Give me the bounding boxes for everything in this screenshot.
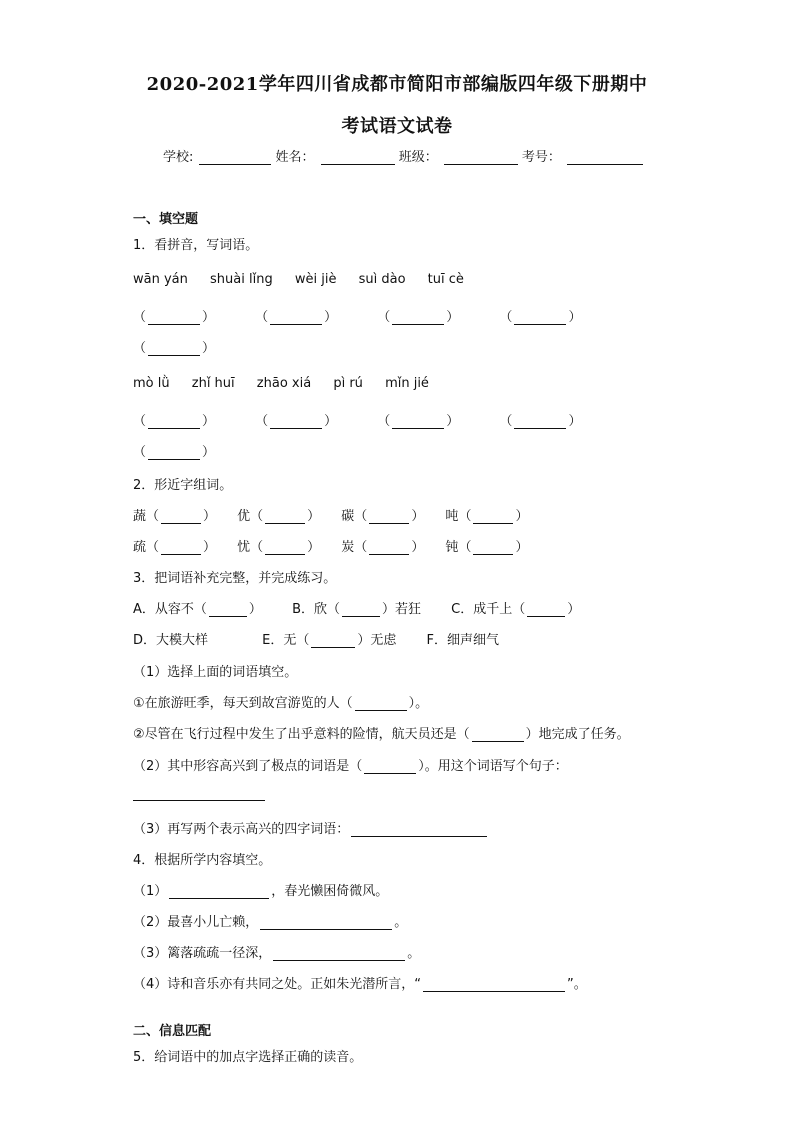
q3-sub1: （1）选择上面的词语填空。 [133,665,298,680]
answer-blank[interactable] [209,603,247,617]
char-pair: 吨（ ） [445,509,529,524]
answer-blank[interactable] [514,311,566,325]
section2-heading: 二、信息匹配 [133,1024,212,1039]
answer-blank[interactable] [161,541,201,555]
q3-text: 3．把词语补充完整，并完成练习。 [133,571,337,586]
student-info-line [163,146,643,165]
q4-item1: （1） ，春光懒困倚微风。 [133,884,389,899]
q1-text: 1．看拼音，写词语。 [133,238,259,253]
answer-blank[interactable] [351,823,487,837]
answer-blank[interactable] [364,760,416,774]
answer-blank[interactable] [161,510,201,524]
answer-paren: （ ） [499,310,582,325]
char-pair: 优（ ） [237,509,321,524]
answer-blank[interactable] [473,510,513,524]
answer-paren: （ ） [133,445,216,460]
char-pair: 疏（ ） [133,540,217,555]
answer-blank[interactable] [148,446,200,460]
pinyin-item: tuī cè [427,272,464,287]
class-label: 班级： [398,150,438,165]
pinyin-item: zhǐ huī [191,376,235,391]
char-pair: 碳（ ） [341,509,425,524]
exam-title-line1: 2020-2021学年四川省成都市简阳市部编版四年级下册期中 [146,74,648,95]
sentence-answer-line[interactable] [133,800,265,801]
answer-blank[interactable] [270,311,322,325]
pinyin-item: pì rú [333,376,363,391]
answer-blank[interactable] [148,342,200,356]
number-blank[interactable] [567,150,643,165]
char-pair: 炭（ ） [341,540,425,555]
school-blank[interactable] [199,150,271,165]
answer-blank[interactable] [342,603,380,617]
q3-sentence2: ②尽管在飞行过程中发生了出乎意料的险情，航天员还是（ ）地完成了任务。 [133,727,630,742]
answer-paren: （ ） [133,341,216,356]
answer-blank[interactable] [169,885,269,899]
q3-sub3: （3）再写两个表示高兴的四字词语： [133,818,489,837]
char-pair: 蔬（ ） [133,509,217,524]
class-blank[interactable] [444,150,518,165]
answer-blank[interactable] [265,510,305,524]
char-pair: 忧（ ） [237,540,321,555]
answer-blank[interactable] [369,510,409,524]
answer-paren: （ ） [377,414,460,429]
answer-blank[interactable] [423,978,565,992]
answer-paren: （ ） [255,310,338,325]
q4-item3: （3）篱落疏疏一径深， 。 [133,946,421,961]
q1-answer-row2b [133,441,251,460]
name-blank[interactable] [321,150,395,165]
answer-blank[interactable] [472,728,524,742]
answer-paren: （ ） [377,310,460,325]
q2-row1 [133,505,545,524]
q2-text: 2．形近字组词。 [133,478,233,493]
pinyin-item: zhāo xiá [256,376,312,391]
pinyin-item: shuài lǐng [210,272,273,287]
answer-paren: （ ） [255,414,338,429]
school-label: 学校: [163,150,194,165]
answer-blank[interactable] [392,415,444,429]
answer-paren: （ ） [133,414,216,429]
q3-sub2: （2）其中形容高兴到了极点的词语是（ ）。用这个词语写个句子： [133,759,568,774]
pinyin-item: mò lǜ [133,376,170,391]
answer-blank[interactable] [311,634,355,648]
answer-blank[interactable] [527,603,565,617]
section1-heading: 一、填空题 [133,212,199,227]
q1-answer-row1b [133,337,251,356]
q3-options-row2 [133,629,525,648]
q3-options-row1 [133,598,606,617]
option-d: D．大模大样 [133,633,209,648]
answer-paren: （ ） [499,414,582,429]
q1-pinyin-row1 [133,272,482,287]
answer-blank[interactable] [514,415,566,429]
answer-blank[interactable] [355,697,407,711]
char-pair: 钝（ ） [445,540,529,555]
answer-blank[interactable] [270,415,322,429]
option-b: B．欣（ ）若狂 [292,602,421,617]
option-f: F．细声细气 [426,633,500,648]
answer-blank[interactable] [369,541,409,555]
answer-blank[interactable] [265,541,305,555]
q1-answer-row2 [133,410,617,429]
q2-row2 [133,536,545,555]
q1-answer-row1 [133,306,617,325]
answer-blank[interactable] [148,415,200,429]
exam-title-line2: 考试语文试卷 [341,116,453,137]
option-e: E．无（ ）无虑 [262,633,397,648]
answer-blank[interactable] [260,916,392,930]
q5-text: 5．给词语中的加点字选择正确的读音。 [133,1050,363,1065]
option-a: A．从容不（ ） [133,602,262,617]
name-label: 姓名： [275,150,315,165]
answer-paren: （ ） [133,310,216,325]
q4-item4: （4）诗和音乐亦有共同之处。正如朱光潜所言，“ ”。 [133,977,587,992]
q3-sentence1: ①在旅游旺季，每天到故宫游览的人（ ）。 [133,696,429,711]
pinyin-item: wān yán [133,272,188,287]
answer-blank[interactable] [148,311,200,325]
option-c: C．成千上（ ） [451,602,581,617]
pinyin-item: mǐn jié [385,376,429,391]
pinyin-item: suì dào [358,272,406,287]
answer-blank[interactable] [273,947,405,961]
q4-text: 4．根据所学内容填空。 [133,853,272,868]
number-label: 考号： [521,150,561,165]
answer-blank[interactable] [473,541,513,555]
q4-item2: （2）最喜小儿亡赖， 。 [133,915,408,930]
q1-pinyin-row2 [133,376,447,391]
answer-blank[interactable] [392,311,444,325]
pinyin-item: wèi jiè [294,272,337,287]
